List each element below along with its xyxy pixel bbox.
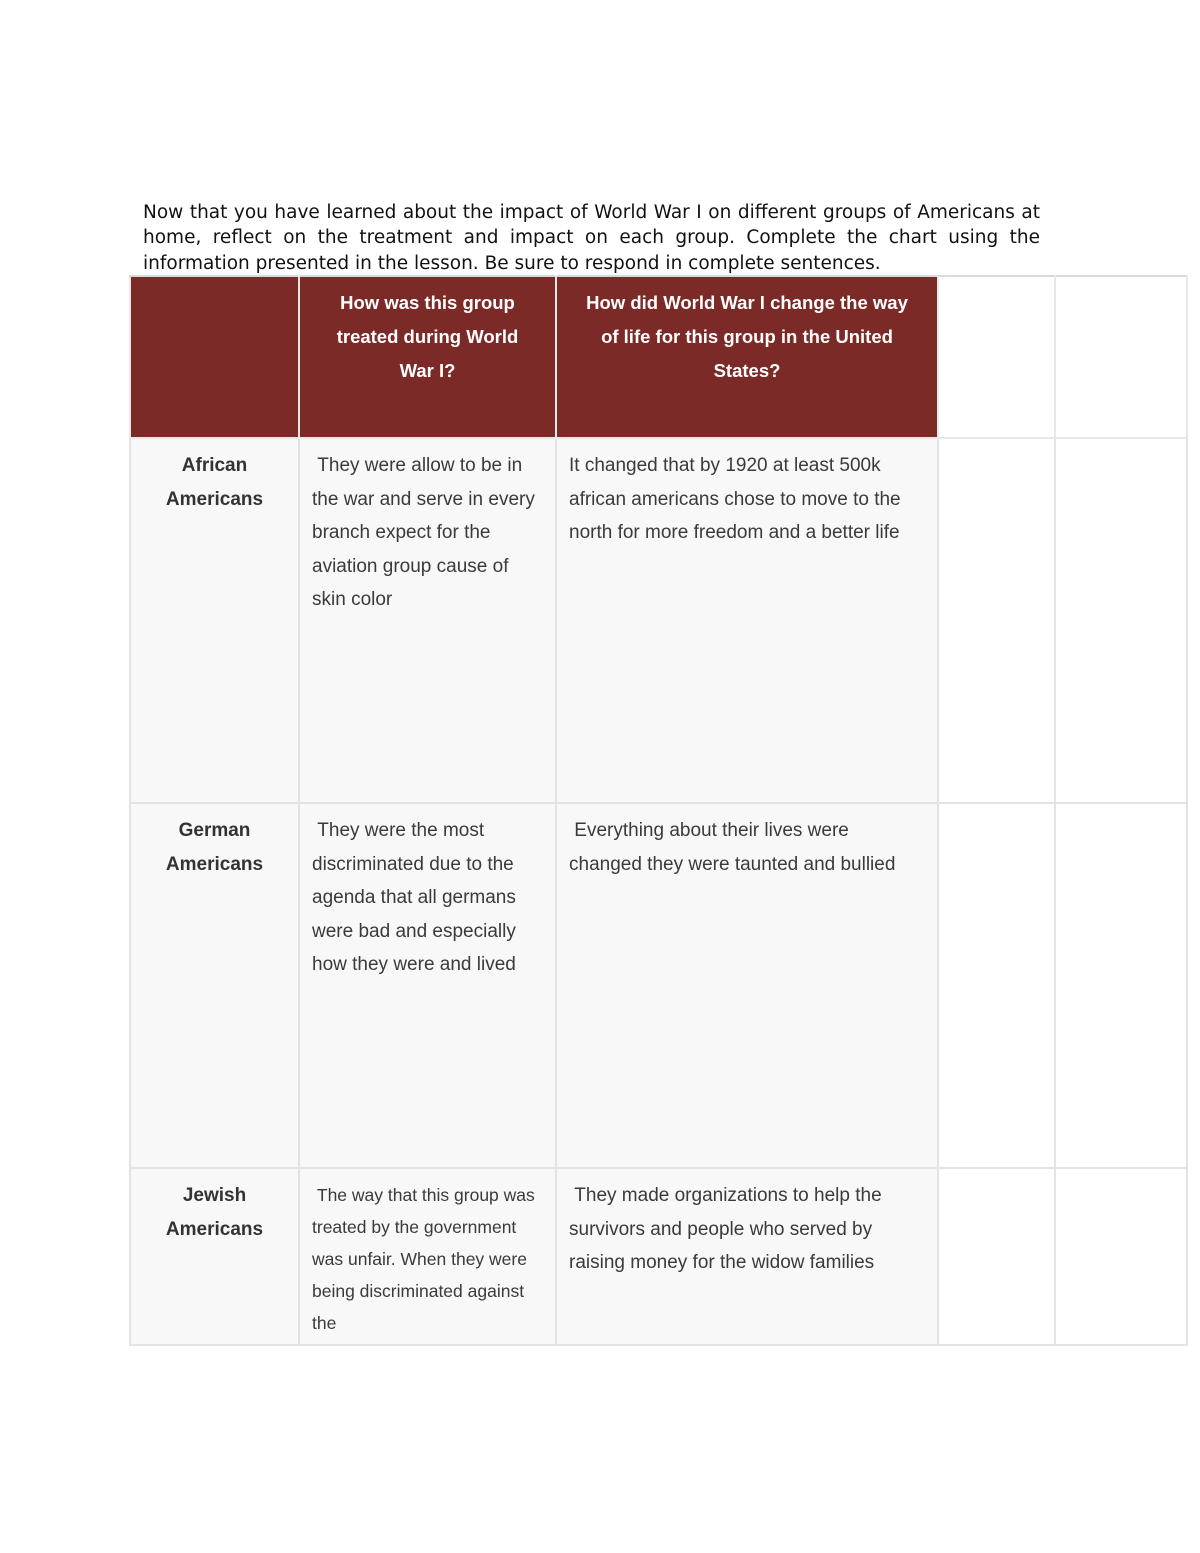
change-answer-cell[interactable] [556, 438, 938, 803]
blank-cell[interactable] [1055, 1168, 1187, 1345]
table-row [130, 1168, 1187, 1345]
treatment-answer-cell[interactable] [299, 1168, 556, 1345]
blank-cell[interactable] [938, 1168, 1055, 1345]
header-treatment-question: How was this group treated during World War I? [299, 276, 556, 438]
treatment-answer: They were the most discriminated due to the agenda that all germans were bad and especially how they were and lived [312, 820, 522, 976]
header-group-cell [130, 276, 299, 438]
group-name: Jewish Americans [165, 1185, 264, 1240]
instructions-paragraph: Now that you have learned about the impact of World War I on different groups of Americans at home, reflect on the treatment and impact on each group. Complete the chart using the information presented in the lesson. Be sure to respond in complete sentences. [143, 201, 1040, 274]
change-answer: It changed that by 1920 at least 500k african americans chose to move to the north for more freedom and a better life [569, 455, 906, 544]
group-name: German Americans [165, 820, 264, 875]
change-answer: Everything about their lives were changed they were taunted and bullied [569, 820, 896, 875]
treatment-answer: They were allow to be in the war and serve in every branch expect for the aviation group cause of skin color [312, 455, 541, 611]
blank-cell[interactable] [938, 438, 1055, 803]
header-extra-cell-1 [938, 276, 1055, 438]
blank-cell[interactable] [938, 803, 1055, 1168]
blank-cell[interactable] [1055, 438, 1187, 803]
header-change-question: How did World War I change the way of life for this group in the United States? [556, 276, 938, 438]
treatment-answer: The way that this group was treated by the government was unfair. When they were being discriminated against the [312, 1185, 540, 1333]
header-extra-cell-2 [1055, 276, 1187, 438]
group-name-cell [130, 438, 299, 803]
group-name: African Americans [165, 455, 264, 510]
blank-cell[interactable] [1055, 803, 1187, 1168]
change-answer-cell[interactable] [556, 1168, 938, 1345]
table-row [130, 438, 1187, 803]
change-answer-cell[interactable] [556, 803, 938, 1168]
table-row [130, 803, 1187, 1168]
treatment-answer-cell[interactable] [299, 438, 556, 803]
change-answer: They made organizations to help the survivors and people who served by raising money for the widow families [569, 1185, 887, 1274]
group-name-cell [130, 1168, 299, 1345]
response-chart [129, 275, 1188, 1346]
treatment-answer-cell[interactable] [299, 803, 556, 1168]
header-row [130, 276, 1187, 438]
group-name-cell [130, 803, 299, 1168]
